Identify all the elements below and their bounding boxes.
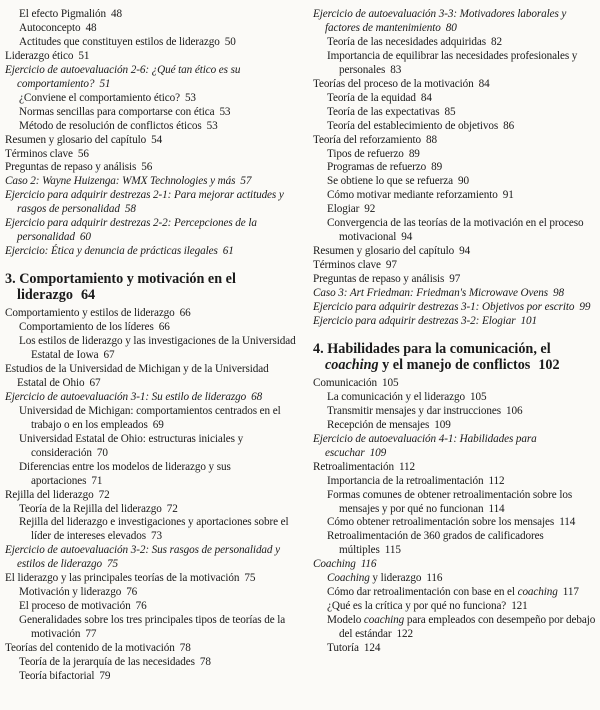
toc-entry-text: Importancia de equilibrar las necesidades profesionales y personales bbox=[327, 49, 578, 76]
toc-entry bbox=[5, 106, 300, 120]
toc-entry bbox=[5, 321, 300, 335]
toc-entry bbox=[5, 148, 300, 162]
toc-entry-text: Método de resolución de conflictos éticos bbox=[19, 119, 202, 132]
toc-page-number: 75 bbox=[107, 558, 119, 571]
toc-entry-text: Cómo dar retroalimentación con base en el bbox=[327, 586, 518, 599]
toc-entry bbox=[313, 405, 598, 419]
toc-page-number: 99 bbox=[579, 301, 591, 314]
toc-entry-text: Coaching bbox=[313, 558, 356, 571]
toc-entry-text: Convergencia de las teorías de la motivación en el proceso motivacional bbox=[327, 217, 584, 244]
toc-entry bbox=[5, 50, 300, 64]
toc-page-number: 92 bbox=[364, 203, 376, 216]
toc-page-number: 82 bbox=[491, 35, 503, 48]
chapter-page-number: 102 bbox=[538, 356, 560, 373]
toc-entry bbox=[313, 259, 598, 273]
toc-entry-text: Ejercicio para adquirir destrezas 3-2: Elogiar bbox=[313, 314, 516, 327]
toc-entry-text: Caso 2: Wayne Huizenga: WMX Technologies y más bbox=[5, 175, 236, 188]
toc-page-number: 84 bbox=[420, 91, 432, 104]
toc-entry bbox=[5, 614, 300, 642]
toc-page-number: 101 bbox=[520, 314, 537, 327]
toc-entry-text: Teoría de la Rejilla del liderazgo bbox=[19, 502, 162, 515]
toc-entry-text: Teoría del reforzamiento bbox=[313, 133, 422, 146]
toc-page-number: 85 bbox=[444, 105, 456, 118]
toc-page-number: 98 bbox=[552, 287, 564, 300]
toc-entry-text: Teorías del proceso de la motivación bbox=[313, 77, 474, 90]
toc-entry bbox=[313, 614, 598, 642]
toc-entry-text: Modelo bbox=[327, 614, 364, 627]
toc-entry bbox=[5, 134, 300, 148]
toc-page-number: 56 bbox=[77, 147, 89, 160]
toc-entry-text: Preguntas de repaso y análisis bbox=[5, 161, 137, 174]
toc-page-number: 76 bbox=[126, 586, 138, 599]
toc-entry-text: Ejercicio de autoevaluación 3-2: Sus rasgos de personalidad y estilos de liderazgo bbox=[5, 544, 280, 571]
toc-page-number: 56 bbox=[141, 161, 153, 174]
toc-entry-text: Caso 3: Art Friedman: Friedman's Microwave Ovens bbox=[313, 287, 548, 300]
toc-entry-text: Resumen y glosario del capítulo bbox=[5, 133, 147, 146]
toc-entry bbox=[313, 175, 598, 189]
toc-entry-text: Ejercicio para adquirir destrezas 3-1: Objetivos por escrito bbox=[313, 301, 575, 314]
toc-entry-text: Cómo motivar mediante reforzamiento bbox=[327, 189, 498, 202]
toc-page-number: 78 bbox=[179, 642, 191, 655]
toc-entry bbox=[313, 120, 598, 134]
toc-page-number: 106 bbox=[506, 404, 523, 417]
toc-entry-text: Teoría de las expectativas bbox=[327, 105, 440, 118]
toc-page-number: 105 bbox=[382, 376, 399, 389]
toc-entry-text: Los estilos de liderazgo y las investigaciones de la Universidad Estatal de Iowa bbox=[19, 335, 296, 362]
toc-entry bbox=[313, 161, 598, 175]
toc-page-number: 116 bbox=[426, 572, 443, 585]
toc-entry bbox=[313, 475, 598, 489]
toc-page-number: 112 bbox=[488, 474, 505, 487]
toc-page-number: 66 bbox=[158, 321, 170, 334]
toc-entry bbox=[5, 489, 300, 503]
toc-page-number: 109 bbox=[434, 418, 451, 431]
toc-page-number: 72 bbox=[98, 488, 110, 501]
toc-entry-text: Ejercicio para adquirir destrezas 2-1: Para mejorar actitudes y rasgos de personalidad bbox=[5, 189, 284, 216]
toc-entry bbox=[5, 405, 300, 433]
toc-entry-text: Estudios de la Universidad de Michigan y de la Universidad Estatal de Ohio bbox=[5, 362, 269, 389]
toc-entry bbox=[5, 391, 300, 405]
chapter-page-number: 64 bbox=[80, 287, 96, 304]
toc-entry bbox=[5, 363, 300, 391]
toc-entry bbox=[5, 461, 300, 489]
toc-page-number: 124 bbox=[363, 642, 381, 655]
toc-page-number: 79 bbox=[99, 669, 111, 682]
toc-entry bbox=[313, 36, 598, 50]
toc-entry-text: Normas sencillas para comportarse con ética bbox=[19, 105, 215, 118]
toc-page-number: 105 bbox=[470, 390, 487, 403]
toc-page-number: 94 bbox=[459, 245, 471, 258]
toc-entry-text: Teoría de las necesidades adquiridas bbox=[327, 35, 487, 48]
toc-entry bbox=[313, 78, 598, 92]
toc-page-number: 72 bbox=[166, 502, 178, 515]
toc-entry-text: Teoría de la equidad bbox=[327, 91, 416, 104]
toc-page-number: 88 bbox=[426, 133, 438, 146]
toc-entry-text: Diferencias entre los modelos de liderazgo y sus aportaciones bbox=[19, 460, 231, 487]
toc-entry-text: Teoría de la jerarquía de las necesidades bbox=[19, 655, 195, 668]
toc-page-number: 50 bbox=[224, 35, 236, 48]
toc-page-number: 70 bbox=[96, 446, 108, 459]
toc-entry bbox=[313, 273, 598, 287]
toc-entry bbox=[313, 287, 598, 301]
toc-entry-text: Comportamiento y estilos de liderazgo bbox=[5, 307, 175, 320]
toc-entry-text: ¿Qué es la crítica y por qué no funciona? bbox=[327, 600, 507, 613]
toc-entry bbox=[313, 558, 598, 572]
toc-entry bbox=[5, 572, 300, 586]
toc-entry bbox=[313, 50, 598, 78]
toc-page-number: 51 bbox=[78, 49, 90, 62]
toc-page-number: 83 bbox=[390, 63, 402, 76]
toc-entry bbox=[5, 642, 300, 656]
toc-page-number: 53 bbox=[206, 119, 218, 132]
toc-entry-text: Transmitir mensajes y dar instrucciones bbox=[327, 404, 502, 417]
chapter-number: 3. bbox=[5, 271, 16, 288]
toc-page-number: 67 bbox=[103, 349, 115, 362]
toc-page-number: 114 bbox=[488, 502, 505, 515]
toc-entry bbox=[313, 377, 598, 391]
toc-page-number: 115 bbox=[384, 544, 401, 557]
toc-page-number: 73 bbox=[151, 530, 163, 543]
toc-entry-text: Universidad de Michigan: comportamientos centrados en el trabajo o en los empleados bbox=[19, 404, 281, 431]
toc-page-number: 66 bbox=[179, 307, 191, 320]
toc-entry-text: Universidad Estatal de Ohio: estructuras iniciales y consideración bbox=[19, 432, 244, 459]
toc-entry-text: para empleados con desempeño por debajo del estándar bbox=[339, 614, 596, 641]
toc-page-number: 86 bbox=[503, 119, 515, 132]
toc-entry bbox=[5, 36, 300, 50]
toc-entry-text: Preguntas de repaso y análisis bbox=[313, 273, 445, 286]
chapter-title: Habilidades para la comunicación, el bbox=[327, 340, 551, 357]
toc-entry-text: Liderazgo ético bbox=[5, 49, 74, 62]
toc-entry bbox=[5, 503, 300, 517]
toc-entry-text: Términos clave bbox=[313, 259, 381, 272]
toc-page-number: 53 bbox=[219, 105, 231, 118]
toc-page-number: 48 bbox=[110, 8, 122, 20]
toc-entry-text: Se obtiene lo que se refuerza bbox=[327, 175, 454, 188]
toc-entry-text: Retroalimentación de 360 grados de calificadores múltiples bbox=[327, 530, 544, 557]
toc-entry bbox=[5, 175, 300, 189]
toc-entry-text: Resumen y glosario del capítulo bbox=[313, 245, 455, 258]
toc-page-number: 68 bbox=[251, 390, 263, 403]
toc-entry-text: Ejercicio de autoevaluación 2-6: ¿Qué tan ético es su comportamiento? bbox=[5, 63, 241, 90]
toc-entry bbox=[313, 8, 598, 36]
toc-entry bbox=[313, 600, 598, 614]
toc-page-number: 114 bbox=[559, 516, 576, 529]
toc-page-number: 58 bbox=[124, 203, 136, 216]
toc-page-number: 80 bbox=[445, 21, 457, 34]
toc-entry-text: Rejilla del liderazgo bbox=[5, 488, 94, 501]
toc-entry-text: Teoría bifactorial bbox=[19, 669, 95, 682]
toc-entry bbox=[5, 161, 300, 175]
toc-page-number: 97 bbox=[385, 259, 397, 272]
toc-entry-text: Formas comunes de obtener retroalimentación sobre los mensajes y por qué no funcionan bbox=[327, 488, 573, 515]
toc-entry bbox=[5, 670, 300, 684]
toc-entry-text: Retroalimentación bbox=[313, 460, 394, 473]
chapter-title: y el manejo de conflictos bbox=[378, 356, 531, 373]
toc-entry-text: Recepción de mensajes bbox=[327, 418, 430, 431]
chapter-heading bbox=[313, 341, 598, 373]
toc-entry bbox=[313, 461, 598, 475]
toc-entry bbox=[5, 516, 300, 544]
toc-entry-text: El efecto Pigmalión bbox=[19, 8, 106, 20]
toc-entry bbox=[313, 572, 598, 586]
toc-entry bbox=[313, 189, 598, 203]
toc-entry-text: Términos clave bbox=[5, 147, 73, 160]
toc-entry-text: Teoría del establecimiento de objetivos bbox=[327, 119, 499, 132]
toc-entry bbox=[5, 335, 300, 363]
toc-entry bbox=[313, 134, 598, 148]
toc-entry bbox=[5, 189, 300, 217]
toc-page-number: 67 bbox=[89, 376, 101, 389]
toc-entry bbox=[313, 642, 598, 656]
toc-entry-text: Teorías del contenido de la motivación bbox=[5, 642, 175, 655]
toc-page-number: 121 bbox=[511, 600, 528, 613]
toc-entry bbox=[5, 433, 300, 461]
toc-entry-text: Generalidades sobre los tres principales tipos de teorías de la motivación bbox=[19, 614, 286, 641]
toc-page-number: 112 bbox=[398, 460, 416, 473]
toc-entry-text: Ejercicio para adquirir destrezas 2-2: Percepciones de la personalidad bbox=[5, 217, 257, 244]
toc-entry bbox=[313, 301, 598, 315]
chapter-heading bbox=[5, 271, 300, 303]
toc-entry-text: Comunicación bbox=[313, 376, 378, 389]
toc-entry bbox=[313, 106, 598, 120]
toc-entry-text: Ejercicio de autoevaluación 3-1: Su estilo de liderazgo bbox=[5, 390, 247, 403]
toc-page-number: 54 bbox=[151, 133, 163, 146]
toc-page-number: 60 bbox=[79, 231, 91, 244]
toc-entry bbox=[5, 544, 300, 572]
toc-entry bbox=[313, 433, 598, 461]
toc-entry bbox=[5, 22, 300, 36]
toc-entry-text: Ejercicio: Ética y denuncia de prácticas ilegales bbox=[5, 245, 218, 258]
toc-entry-text: Ejercicio de autoevaluación 3-3: Motivadores laborales y factores de mantenimiento bbox=[313, 8, 567, 34]
toc-page-number: 57 bbox=[240, 175, 252, 188]
toc-page-number: 94 bbox=[401, 231, 413, 244]
toc-entry bbox=[313, 217, 598, 245]
toc-entry-text: Tipos de refuerzo bbox=[327, 147, 404, 160]
toc-entry bbox=[5, 64, 300, 92]
toc-page-number: 61 bbox=[222, 245, 234, 258]
toc-page-number: 122 bbox=[396, 628, 414, 641]
toc-entry-text: Ejercicio de autoevaluación 4-1: Habilidades para escuchar bbox=[313, 432, 537, 459]
toc-entry bbox=[5, 586, 300, 600]
toc-entry bbox=[313, 245, 598, 259]
toc-entry bbox=[313, 148, 598, 162]
toc-entry bbox=[313, 586, 598, 600]
toc-entry bbox=[313, 530, 598, 558]
toc-page-number: 51 bbox=[99, 77, 111, 90]
chapter-number: 4. bbox=[313, 340, 324, 357]
toc-page-number: 75 bbox=[244, 572, 256, 585]
chapter-title-italic: coaching bbox=[325, 356, 379, 373]
toc-entry bbox=[5, 245, 300, 259]
toc-entry-text: Motivación y liderazgo bbox=[19, 586, 122, 599]
toc-entry-text: Programas de refuerzo bbox=[327, 161, 427, 174]
toc-page-number: 89 bbox=[431, 161, 443, 174]
toc-page-number: 109 bbox=[369, 446, 387, 459]
toc-entry-text: Elogiar bbox=[327, 203, 360, 216]
toc-entry bbox=[5, 217, 300, 245]
toc-entry-text: El proceso de motivación bbox=[19, 600, 131, 613]
toc-entry bbox=[313, 315, 598, 329]
toc-entry-text: Comportamiento de los líderes bbox=[19, 321, 154, 334]
toc-page-number: 84 bbox=[478, 77, 490, 90]
toc-entry-text: Coaching bbox=[327, 572, 370, 585]
toc-entry bbox=[5, 120, 300, 134]
toc-entry-text: Tutoría bbox=[327, 642, 359, 655]
toc-entry bbox=[5, 307, 300, 321]
toc-entry bbox=[313, 489, 598, 517]
toc-page-number: 91 bbox=[502, 189, 514, 202]
toc-right-column bbox=[313, 8, 598, 656]
chapter-title: Comportamiento y motivación en el liderazgo bbox=[17, 271, 236, 304]
toc-page-number: 77 bbox=[85, 628, 97, 641]
toc-page-number: 90 bbox=[458, 175, 470, 188]
toc-page-number: 117 bbox=[562, 586, 579, 599]
toc-entry bbox=[313, 391, 598, 405]
toc-entry bbox=[5, 656, 300, 670]
toc-entry-text: Rejilla del liderazgo e investigaciones y aportaciones sobre el líder de intereses elevados bbox=[19, 516, 289, 543]
toc-entry-text: ¿Conviene el comportamiento ético? bbox=[19, 91, 180, 104]
toc-entry-text: Actitudes que constituyen estilos de liderazgo bbox=[19, 35, 220, 48]
toc-entry bbox=[5, 600, 300, 614]
toc-entry-text: Importancia de la retroalimentación bbox=[327, 474, 484, 487]
toc-entry-text: Autoconcepto bbox=[19, 21, 81, 34]
toc-entry-text: coaching bbox=[517, 586, 558, 599]
toc-entry bbox=[313, 203, 598, 217]
toc-page-number: 76 bbox=[135, 600, 147, 613]
toc-page-number: 71 bbox=[91, 474, 103, 487]
toc-page-number: 97 bbox=[449, 273, 461, 286]
toc-entry-text: La comunicación y el liderazgo bbox=[327, 390, 466, 403]
toc-entry bbox=[313, 419, 598, 433]
toc-entry bbox=[5, 92, 300, 106]
toc-left-column bbox=[5, 8, 300, 684]
toc-entry bbox=[313, 92, 598, 106]
toc-page-number: 78 bbox=[199, 655, 211, 668]
toc-page-number: 89 bbox=[408, 147, 420, 160]
toc-entry-text: y liderazgo bbox=[369, 572, 422, 585]
toc-entry bbox=[313, 516, 598, 530]
toc-page-number: 48 bbox=[85, 21, 97, 34]
toc-entry-text: Cómo obtener retroalimentación sobre los mensajes bbox=[327, 516, 555, 529]
toc-entry-text: El liderazgo y las principales teorías de la motivación bbox=[5, 572, 240, 585]
toc-entry-text: coaching bbox=[363, 614, 405, 627]
toc-entry bbox=[5, 8, 300, 22]
toc-page-number: 69 bbox=[152, 418, 164, 431]
toc-page-number: 53 bbox=[184, 91, 196, 104]
toc-page-number: 116 bbox=[360, 558, 377, 571]
